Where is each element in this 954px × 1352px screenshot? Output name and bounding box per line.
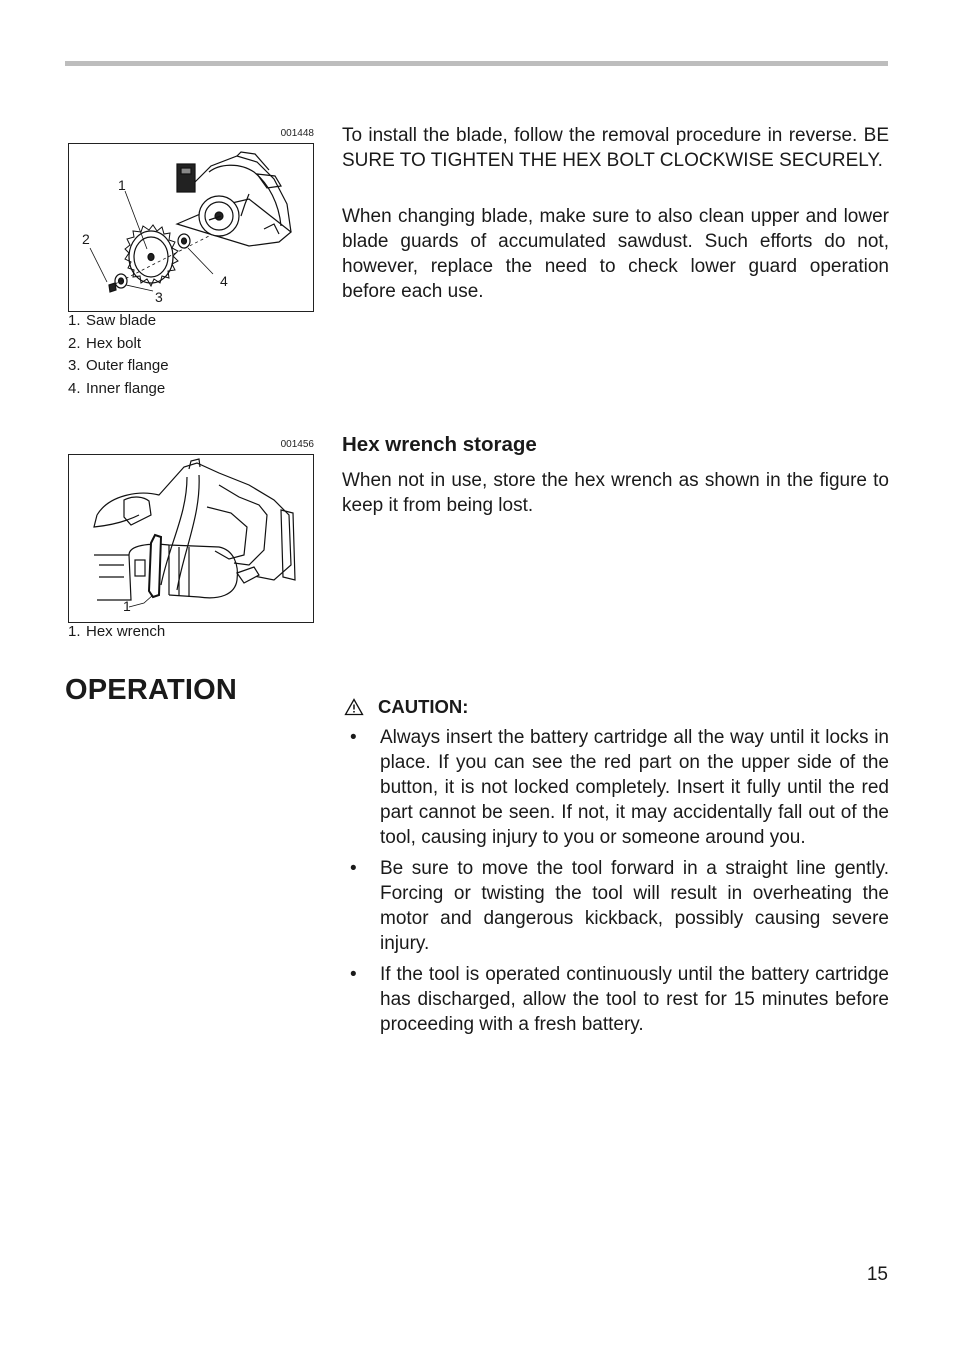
blade-guard-paragraph: When changing blade, make sure to also clean upper and lower blade guards of accumulated sawdust. Such efforts do not, however, replace the need to check lower guard operation before each use. bbox=[342, 206, 889, 302]
page-number: 15 bbox=[866, 1264, 888, 1285]
callout-label: 3 bbox=[155, 289, 163, 305]
blade-install-paragraph: To install the blade, follow the removal procedure in reverse. BE SURE TO TIGHTEN THE HEX BOLT CLOCKWISE SECURELY. bbox=[342, 125, 889, 171]
operation-title: OPERATION bbox=[65, 674, 238, 706]
caution-label bbox=[344, 696, 468, 718]
list-item bbox=[342, 962, 889, 1037]
legend-label: Outer flange bbox=[86, 357, 169, 374]
legend-number: 1. bbox=[68, 623, 81, 640]
figure-code: 001456 bbox=[280, 439, 314, 450]
legend-label: Hex wrench bbox=[86, 623, 166, 640]
blade-assembly-illustration bbox=[69, 144, 315, 313]
header-rule bbox=[65, 61, 888, 66]
list-item-text: If the tool is operated continuously until the battery cartridge has discharged, allow the tool to rest for 15 minutes before proceeding with a fresh battery. bbox=[380, 964, 889, 1035]
blade-assembly-figure bbox=[68, 143, 314, 312]
callout-label: 1 bbox=[123, 598, 131, 614]
legend-label: Saw blade bbox=[86, 312, 157, 329]
bullet-icon: • bbox=[350, 727, 357, 748]
list-item-text: Always insert the battery cartridge all the way until it locks in place. If you can see the red part on the upper side of the button, it is not locked completely. Insert it fully until the red part cannot be seen. If not, it may accidentally fall out of the tool, causing injury to you or someone around you. bbox=[380, 727, 889, 848]
figure-legend bbox=[68, 621, 165, 644]
legend-label: Inner flange bbox=[86, 379, 166, 397]
figure-code: 001448 bbox=[280, 128, 314, 139]
figure-legend bbox=[68, 310, 169, 400]
warning-triangle-icon bbox=[344, 698, 364, 716]
legend-number: 2. bbox=[68, 334, 81, 352]
list-item-text: Be sure to move the tool forward in a straight line gently. Forcing or twisting the tool will result in overheating the motor and dangerous kickback, possibly causing severe injury. bbox=[380, 858, 889, 954]
hex-wrench-paragraph: When not in use, store the hex wrench as shown in the figure to keep it from being lost. bbox=[342, 470, 889, 516]
caution-text: CAUTION: bbox=[378, 696, 469, 717]
legend-number: 1. bbox=[68, 312, 81, 329]
legend-item bbox=[68, 378, 169, 401]
hex-wrench-illustration bbox=[69, 455, 315, 624]
legend-item bbox=[68, 621, 165, 644]
bullet-icon: • bbox=[350, 858, 357, 879]
list-item bbox=[342, 725, 889, 850]
callout-label: 4 bbox=[220, 273, 228, 289]
callout-label: 1 bbox=[118, 177, 126, 193]
bullet-icon: • bbox=[350, 964, 357, 985]
legend-number: 3. bbox=[68, 357, 81, 374]
list-item bbox=[342, 856, 889, 956]
legend-label: Hex bolt bbox=[86, 334, 142, 352]
callout-label: 2 bbox=[82, 231, 90, 247]
legend-item bbox=[68, 355, 169, 378]
legend-number: 4. bbox=[68, 379, 81, 397]
hex-wrench-figure bbox=[68, 454, 314, 623]
section-heading: Hex wrench storage bbox=[342, 433, 537, 456]
caution-list bbox=[342, 725, 889, 1043]
legend-item bbox=[68, 310, 169, 333]
legend-item bbox=[68, 333, 169, 356]
